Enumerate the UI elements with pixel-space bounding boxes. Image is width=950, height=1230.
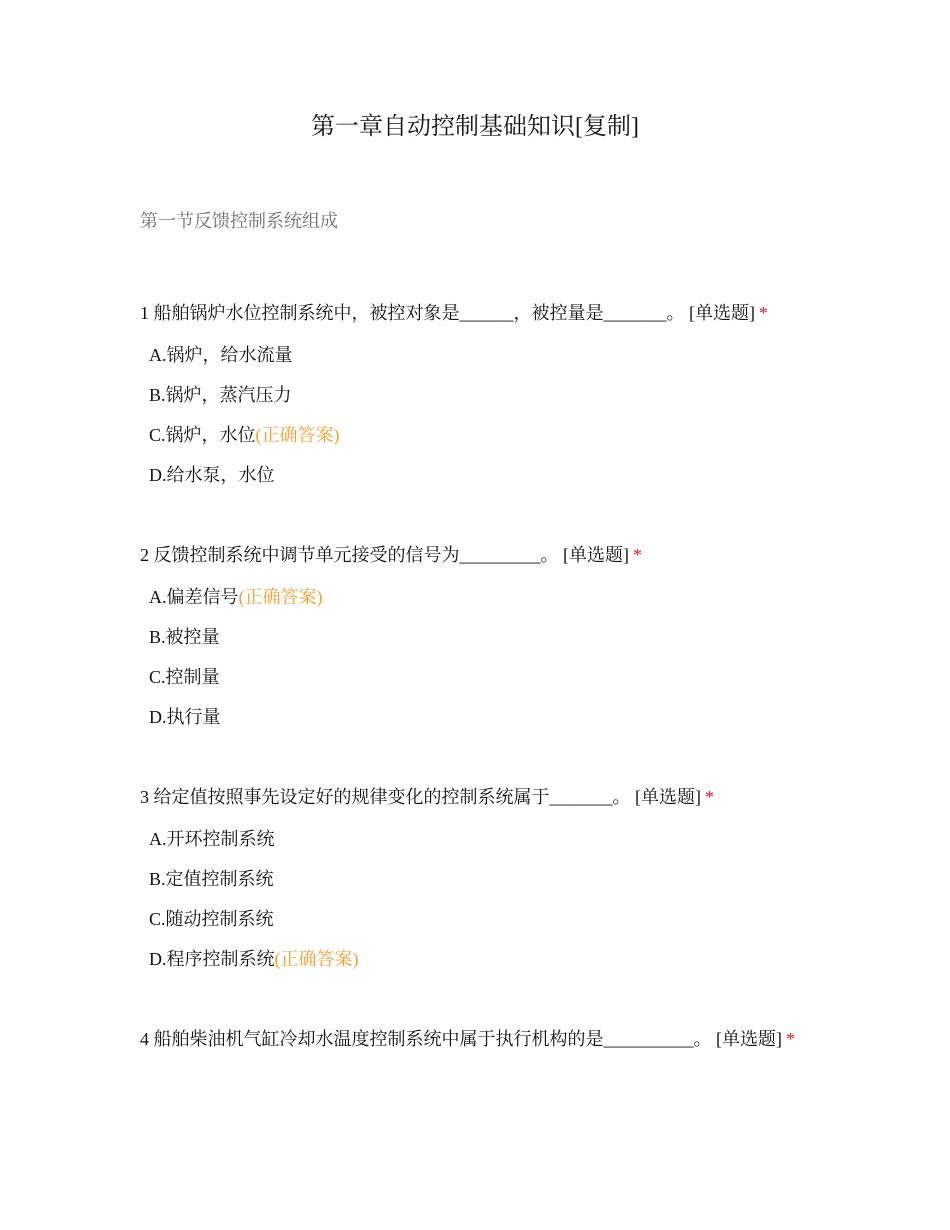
option-c[interactable] bbox=[149, 906, 810, 946]
question-stem: 4 船舶柴油机气缸冷却水温度控制系统中属于执行机构的是__________。 bbox=[140, 1029, 712, 1049]
option-label: A.偏差信号 bbox=[149, 587, 239, 607]
question-type: [单选题] bbox=[635, 787, 701, 807]
required-mark: * bbox=[705, 787, 714, 807]
option-d[interactable] bbox=[149, 704, 810, 744]
question-1 bbox=[140, 298, 810, 502]
required-mark: * bbox=[786, 1029, 795, 1049]
correct-answer-mark: (正确答案) bbox=[274, 949, 359, 969]
option-label: C.控制量 bbox=[149, 667, 220, 687]
question-stem: 1 船舶锅炉水位控制系统中，被控对象是______，被控量是_______。 bbox=[140, 303, 685, 323]
option-label: B.锅炉，蒸汽压力 bbox=[149, 385, 292, 405]
option-label: B.定值控制系统 bbox=[149, 869, 274, 889]
question-3 bbox=[140, 782, 810, 986]
option-b[interactable] bbox=[149, 624, 810, 664]
question-type: [单选题] bbox=[689, 303, 755, 323]
correct-answer-mark: (正确答案) bbox=[255, 425, 340, 445]
question-stem: 2 反馈控制系统中调节单元接受的信号为_________。 bbox=[140, 545, 559, 565]
option-d[interactable] bbox=[149, 946, 810, 986]
correct-answer-mark: (正确答案) bbox=[238, 587, 323, 607]
section-title: 第一节反馈控制系统组成 bbox=[140, 211, 338, 231]
required-mark: * bbox=[633, 545, 642, 565]
question-type: [单选题] bbox=[563, 545, 629, 565]
question-stem: 3 给定值按照事先设定好的规律变化的控制系统属于_______。 bbox=[140, 787, 631, 807]
option-a[interactable] bbox=[149, 826, 810, 866]
option-a[interactable] bbox=[149, 584, 810, 624]
question-type: [单选题] bbox=[716, 1029, 782, 1049]
question-text bbox=[140, 782, 810, 812]
option-label: D.执行量 bbox=[149, 707, 221, 727]
option-a[interactable] bbox=[149, 342, 810, 382]
option-label: B.被控量 bbox=[149, 627, 220, 647]
option-label: C.随动控制系统 bbox=[149, 909, 274, 929]
option-list bbox=[140, 342, 810, 502]
required-mark: * bbox=[759, 303, 768, 323]
option-label: D.程序控制系统 bbox=[149, 949, 275, 969]
option-b[interactable] bbox=[149, 382, 810, 422]
page-title: 第一章自动控制基础知识[复制] bbox=[311, 114, 639, 140]
option-label: A.锅炉，给水流量 bbox=[149, 345, 293, 365]
question-text bbox=[140, 540, 810, 570]
option-label: D.给水泵，水位 bbox=[149, 465, 275, 485]
option-label: A.开环控制系统 bbox=[149, 829, 275, 849]
option-c[interactable] bbox=[149, 664, 810, 704]
question-2 bbox=[140, 540, 810, 744]
question-text bbox=[140, 298, 810, 328]
option-list bbox=[140, 584, 810, 744]
option-list bbox=[140, 826, 810, 986]
option-b[interactable] bbox=[149, 866, 810, 906]
option-d[interactable] bbox=[149, 462, 810, 502]
question-text bbox=[140, 1024, 810, 1054]
option-c[interactable] bbox=[149, 422, 810, 462]
question-4 bbox=[140, 1024, 810, 1054]
option-label: C.锅炉，水位 bbox=[149, 425, 256, 445]
